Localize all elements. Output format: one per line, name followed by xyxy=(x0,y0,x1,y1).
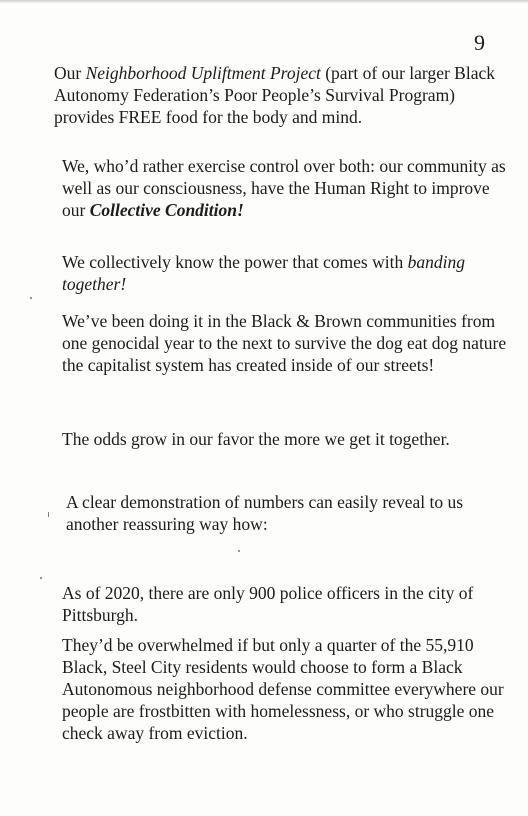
banding-together-emphasis: banding together! xyxy=(62,252,465,294)
print-speck xyxy=(30,297,32,299)
collective-condition-emphasis: Collective Condition! xyxy=(89,200,244,220)
page-top-edge xyxy=(0,0,528,3)
p3-text: We collectively know the power that comes with xyxy=(62,252,408,272)
paragraph-defense-committee: They’d be overwhelmed if but only a quarter of the 55,910 Black, Steel City residents would choose to form a Black Autonomous neighborhood defense committee everywhere our people are frostbitten with homelessness, or who struggle one check away from eviction. xyxy=(62,635,504,743)
p1-text-end: (part of our larger Black Autonomy Federation’s Poor People’s Survival Program) provides FREE food for the body and mind. xyxy=(54,63,495,127)
paragraph-human-right xyxy=(62,155,507,221)
paragraph-banding-together xyxy=(62,251,507,295)
print-speck xyxy=(238,550,240,552)
paragraph-survival: We’ve been doing it in the Black & Brown communities from one genocidal year to the next to survive the dog eat dog nature the capitalist system has created inside of our streets! xyxy=(62,311,507,375)
print-speck xyxy=(40,577,42,579)
paragraph-odds: The odds grow in our favor the more we get it together. xyxy=(62,429,450,449)
paragraph-upliftment-project xyxy=(54,62,504,128)
paragraph-demonstration: A clear demonstration of numbers can easily reveal to us another reassuring way how: xyxy=(66,492,464,534)
p2-text: We, who’d rather exercise control over both: our community as well as our consciousness, have the Human Right to improve our xyxy=(62,156,506,220)
page-number: 9 xyxy=(474,30,485,55)
project-name-emphasis: Neighborhood Upliftment Project xyxy=(85,63,321,83)
print-speck xyxy=(48,512,49,517)
paragraph-police-count: As of 2020, there are only 900 police officers in the city of Pittsburgh. xyxy=(62,583,474,625)
p1-text-start: Our xyxy=(54,63,86,83)
